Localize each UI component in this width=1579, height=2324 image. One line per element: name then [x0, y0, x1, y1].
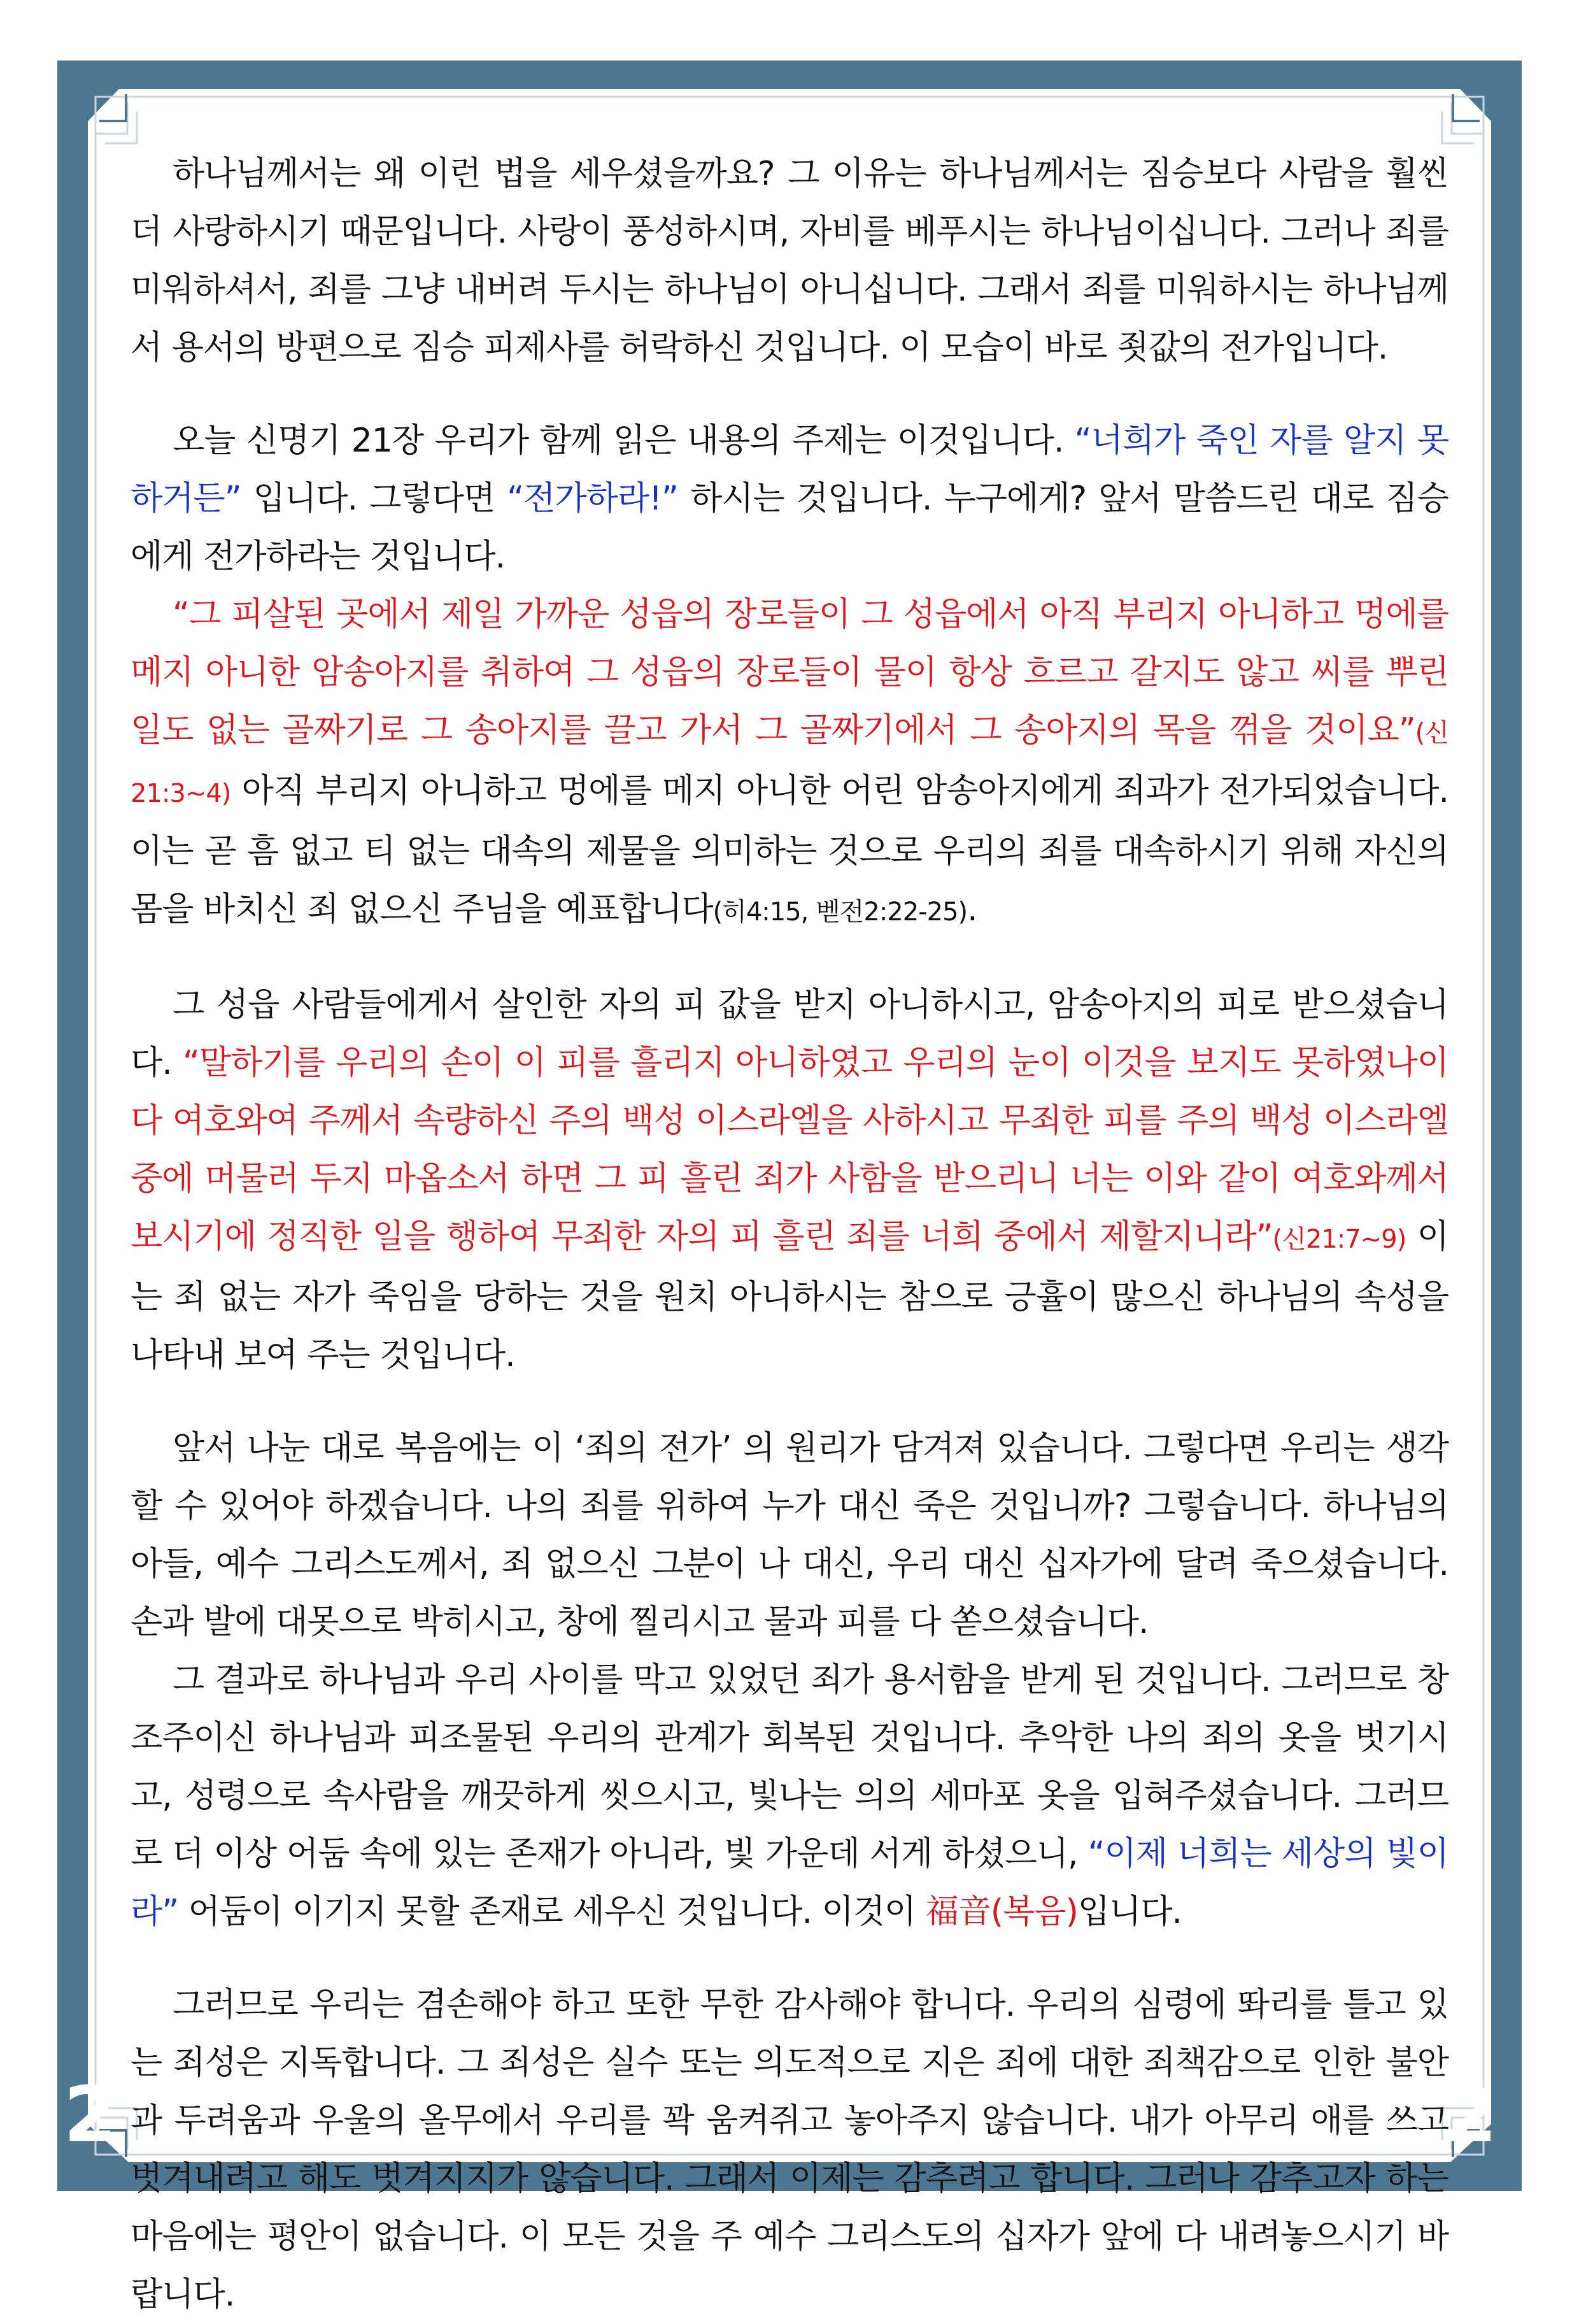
- scripture-quote-red: 福音(복음): [925, 1893, 1078, 1931]
- scripture-reference: (신21:3~4): [131, 718, 1448, 808]
- paragraph-p3: [131, 586, 1448, 941]
- text-run: 어둠이 이기지 못할 존재로 세우신 것입니다. 이것이: [178, 1893, 926, 1931]
- paragraph-p2: [131, 412, 1448, 586]
- scripture-quote-blue: “전가하라!”: [507, 480, 678, 518]
- corner-tl: [57, 61, 146, 153]
- text-run: 그 성읍 사람들에게서 살인한 자의 피 값을 받지 아니하시고, 암송아지의 피로 받으셨습니다.: [131, 986, 1448, 1082]
- paragraph-p1: [131, 145, 1448, 377]
- paragraph-p6: [131, 1651, 1448, 1941]
- corner-tr: [1433, 61, 1522, 153]
- paragraph-p7: [131, 1976, 1448, 2324]
- text-run: 하시는 것입니다. 누구에게? 앞서 말씀드린 대로 짐승에게 전가하라는 것입니다.: [131, 480, 1448, 576]
- scripture-reference: (히4:15, 벧전2:22-25): [712, 897, 968, 927]
- body-text: [131, 145, 1448, 2324]
- text-run: .: [967, 890, 977, 929]
- paragraph-p4: [131, 976, 1448, 1385]
- page-number-left: 2: [64, 2071, 117, 2160]
- text-run: 그 결과로 하나님과 우리 사이를 막고 있었던 죄가 용서함을 받게 된 것입니다. 그러므로 창조주이신 하나님과 피조물된 우리의 관계가 회복된 것입니다. 추악한 나의 죄의 옷을 벗기시고, 성령으로 속사람을 깨끗하게 씻으시고, 빛나는 의의 세마포 옷을 입혀주셨습니다. 그러므로 더 이상 어둠 속에 있는 존재가 아니라, 빛 가운데 서게 하셨으니,: [131, 1661, 1448, 1873]
- paragraph-p5: [131, 1420, 1448, 1651]
- scripture-quote-blue: “너희가 죽인 자를 알지 못하거든”: [131, 422, 1448, 518]
- scripture-quote-blue: “이제 너희는 세상의 빛이라”: [131, 1835, 1448, 1931]
- text-run: 하나님께서는 왜 이런 법을 세우셨을까요? 그 이유는 하나님께서는 짐승보다 사람을 훨씬 더 사랑하시기 때문입니다. 사랑이 풍성하시며, 자비를 베푸시는 하나님이십니다. 그러나 죄를 미워하셔서, 죄를 그냥 내버려 두시는 하나님이 아니십니다. 그래서 죄를 미워하시는 하나님께서 용서의 방편으로 짐승 피제사를 허락하신 것입니다. 이 모습이 바로 죗값의 전가입니다.: [131, 155, 1448, 367]
- text-run: 입니다.: [1077, 1893, 1182, 1931]
- page-number-right: 2: [1444, 2071, 1498, 2160]
- scripture-reference: (신21:7~9): [1272, 1225, 1406, 1254]
- text-run: 이는 죄 없는 자가 죽임을 당하는 것을 원치 아니하시는 참으로 긍휼이 많으신 하나님의 속성을 나타내 보여 주는 것입니다.: [131, 1218, 1449, 1374]
- text-run: 오늘 신명기 21장 우리가 함께 읽은 내용의 주제는 이것입니다.: [173, 422, 1075, 460]
- text-run: 앞서 나눈 대로 복음에는 이 ‘죄의 전가’ 의 원리가 담겨져 있습니다. 그렇다면 우리는 생각할 수 있어야 하겠습니다. 나의 죄를 위하여 누가 대신 죽은 것입니까? 그렇습니다. 하나님의 아들, 예수 그리스도께서, 죄 없으신 그분이 나 대신, 우리 대신 십자가에 달려 죽으셨습니다. 손과 발에 대못으로 박히시고, 창에 찔리시고 물과 피를 다 쏟으셨습니다.: [131, 1429, 1448, 1641]
- scripture-quote-red: “말하기를 우리의 손이 이 피를 흘리지 아니하였고 우리의 눈이 이것을 보지도 못하였나이다 여호와여 주께서 속량하신 주의 백성 이스라엘을 사하시고 무죄한 피를 주의 백성 이스라엘 중에 머물러 두지 마옵소서 하면 그 피 흘린 죄가 사함을 받으리니 너는 이와 같이 여호와께서 보시기에 정직한 일을 행하여 무죄한 자의 피 흘린 죄를 너희 중에서 제할지니라”: [131, 1044, 1448, 1256]
- text-run: 아직 부리지 아니하고 멍에를 메지 아니한 어린 암송아지에게 죄과가 전가되었습니다. 이는 곧 흠 없고 티 없는 대속의 제물을 의미하는 것으로 우리의 죄를 대속하시기 위해 자신의 몸을 바치신 죄 없으신 주님을 예표합니다: [131, 772, 1448, 929]
- text-run: 그러므로 우리는 겸손해야 하고 또한 무한 감사해야 합니다. 우리의 심령에 똬리를 틀고 있는 죄성은 지독합니다. 그 죄성은 실수 또는 의도적으로 지은 죄에 대한 죄책감으로 인한 불안과 두려움과 우울의 올무에서 우리를 꽉 움켜쥐고 놓아주지 않습니다. 내가 아무리 애를 쓰고 벗겨내려고 해도 벗겨지지가 않습니다. 그래서 이제는 감추려고 합니다. 그러나 감추고자 하는 마음에는 평안이 없습니다. 이 모든 것을 주 예수 그리스도의 십자가 앞에 다 내려놓으시기 바랍니다.: [131, 1986, 1448, 2314]
- scripture-quote-red: “그 피살된 곳에서 제일 가까운 성읍의 장로들이 그 성읍에서 아직 부리지 아니하고 멍에를 메지 아니한 암송아지를 취하여 그 성읍의 장로들이 물이 항상 흐르고 갈지도 않고 씨를 뿌린 일도 없는 골짜기로 그 송아지를 끌고 가서 그 골짜기에서 그 송아지의 목을 꺾을 것이요”: [131, 595, 1448, 750]
- text-run: 입니다. 그렇다면: [241, 480, 507, 518]
